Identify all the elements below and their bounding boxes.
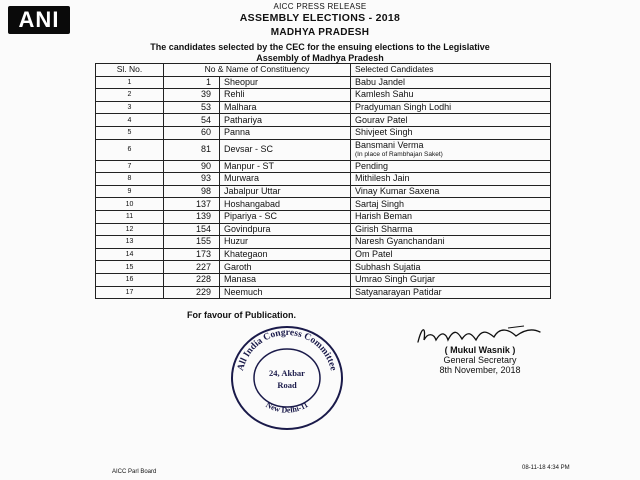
stamp-bottom-text: New Delhi-11 [264,400,310,415]
cell-constituency-name: Murwara [220,173,351,186]
header-constituency: No & Name of Constituency [164,64,351,77]
cell-candidate [351,173,551,186]
cell-constituency-no: 154 [164,223,220,236]
cell-sl-no: 5 [96,126,164,139]
cell-candidate [351,286,551,299]
cell-constituency-no: 139 [164,210,220,223]
cell-candidate [351,223,551,236]
cell-candidate [351,101,551,114]
table-header-row [96,64,551,77]
table-row [96,173,551,186]
cell-constituency-name: Hoshangabad [220,198,351,211]
cell-constituency-no: 155 [164,236,220,249]
cell-constituency-no: 81 [164,139,220,160]
candidate-name: Sartaj Singh [355,198,405,209]
cell-candidate [351,210,551,223]
cell-sl-no: 14 [96,248,164,261]
cell-candidate [351,89,551,102]
cell-constituency-no: 229 [164,286,220,299]
aicc-office-stamp [228,322,346,432]
footer-timestamp: 08-11-18 4:34 PM [522,465,570,471]
candidate-name: Vinay Kumar Saxena [355,186,440,197]
svg-text:All India Congress Committee [236,328,338,372]
cell-candidate [351,185,551,198]
candidate-name: Mithilesh Jain [355,173,410,184]
cell-sl-no: 10 [96,198,164,211]
header-candidates: Selected Candidates [351,64,551,77]
cell-constituency-name: Jabalpur Uttar [220,185,351,198]
cell-constituency-name: Neemuch [220,286,351,299]
cell-sl-no: 1 [96,76,164,89]
candidate-name: Babu Jandel [355,76,406,87]
cell-sl-no: 3 [96,101,164,114]
cell-constituency-no: 1 [164,76,220,89]
table-row [96,89,551,102]
cell-constituency-name: Pipariya - SC [220,210,351,223]
table-row [96,185,551,198]
cell-constituency-name: Devsar - SC [220,139,351,160]
svg-text:New Delhi-11 [264,400,309,415]
cell-sl-no: 17 [96,286,164,299]
candidate-name: Om Patel [355,249,393,260]
table-row [96,101,551,114]
cell-candidate [351,248,551,261]
stamp-address-line-1: 24, Akbar [269,368,305,378]
cell-constituency-no: 53 [164,101,220,114]
cell-sl-no: 15 [96,261,164,274]
candidate-name: Umrao Singh Gurjar [355,274,436,285]
table-row [96,261,551,274]
cell-sl-no: 4 [96,114,164,127]
table-row [96,210,551,223]
cell-candidate [351,160,551,173]
cell-sl-no: 16 [96,273,164,286]
table-row [96,139,551,160]
cell-constituency-name: Sheopur [220,76,351,89]
cell-sl-no: 7 [96,160,164,173]
cell-constituency-name: Manpur - ST [220,160,351,173]
cell-constituency-no: 54 [164,114,220,127]
cell-constituency-no: 137 [164,198,220,211]
signatory-name: ( Mukul Wasnik ) [444,345,516,355]
table-row [96,198,551,211]
candidate-name: Bansmani Verma [355,139,424,150]
header-sl-no: Sl. No. [96,64,164,77]
footer-source: AICC Parl Board [112,469,157,475]
candidate-name: Satyanarayan Patidar [355,286,442,297]
cell-candidate [351,76,551,89]
signatory-designation: General Secretary [443,355,517,365]
cell-constituency-name: Garoth [220,261,351,274]
cell-constituency-no: 60 [164,126,220,139]
cell-sl-no: 12 [96,223,164,236]
document-title: ASSEMBLY ELECTIONS - 2018 [239,12,401,24]
cell-candidate [351,198,551,211]
cell-sl-no: 11 [96,210,164,223]
release-date: 8th November, 2018 [439,365,521,375]
cell-candidate [351,261,551,274]
candidate-name: Girish Sharma [355,223,413,234]
cell-constituency-no: 39 [164,89,220,102]
cell-constituency-name: Rehli [220,89,351,102]
candidate-name: Gourav Patel [355,114,408,125]
cell-sl-no: 8 [96,173,164,186]
cell-constituency-name: Malhara [220,101,351,114]
cell-constituency-no: 228 [164,273,220,286]
table-row [96,160,551,173]
table-row [96,273,551,286]
candidate-name: Pending [355,160,389,171]
stamp-ring-text: All India Congress Committee [236,327,338,372]
cell-constituency-name: Govindpura [220,223,351,236]
cell-candidate [351,126,551,139]
subtitle-line-2: Assembly of Madhya Pradesh [256,53,384,63]
table-row [96,248,551,261]
cell-candidate [351,273,551,286]
cell-constituency-no: 90 [164,160,220,173]
cell-sl-no: 6 [96,139,164,160]
table-row [96,114,551,127]
candidate-name: Naresh Gyanchandani [355,236,445,247]
cell-constituency-name: Manasa [220,273,351,286]
candidate-name: Kamlesh Sahu [355,89,414,100]
table-row [96,223,551,236]
cell-constituency-name: Pathariya [220,114,351,127]
ani-logo: ANI [8,6,70,34]
cell-candidate [351,114,551,127]
press-release-label: AICC PRESS RELEASE [273,2,367,11]
candidate-note: (In place of Rambhajan Saket) [355,150,443,158]
candidate-name: Pradyuman Singh Lodhi [355,102,452,113]
signature-block [410,345,550,375]
favour-note: For favour of Publication. [187,310,297,320]
candidate-name: Shivjeet Singh [355,127,413,138]
table-row [96,126,551,139]
candidate-name: Subhash Sujatia [355,261,421,272]
cell-sl-no: 9 [96,185,164,198]
cell-constituency-no: 173 [164,248,220,261]
cell-sl-no: 13 [96,236,164,249]
cell-candidate [351,236,551,249]
cell-constituency-name: Panna [220,126,351,139]
cell-sl-no: 2 [96,89,164,102]
cell-constituency-no: 93 [164,173,220,186]
cell-candidate [351,139,551,160]
stamp-address-line-2: Road [277,380,297,390]
state-heading: MADHYA PRADESH [270,27,370,38]
table-row [96,236,551,249]
table-body [96,76,551,299]
candidate-name: Harish Beman [355,211,413,222]
cell-constituency-no: 227 [164,261,220,274]
cell-constituency-name: Huzur [220,236,351,249]
table-row [96,286,551,299]
candidates-table [95,63,551,299]
subtitle-line-1: The candidates selected by the CEC for the ensuing elections to the Legislative [150,42,490,52]
table-row [96,76,551,89]
cell-constituency-no: 98 [164,185,220,198]
cell-constituency-name: Khategaon [220,248,351,261]
